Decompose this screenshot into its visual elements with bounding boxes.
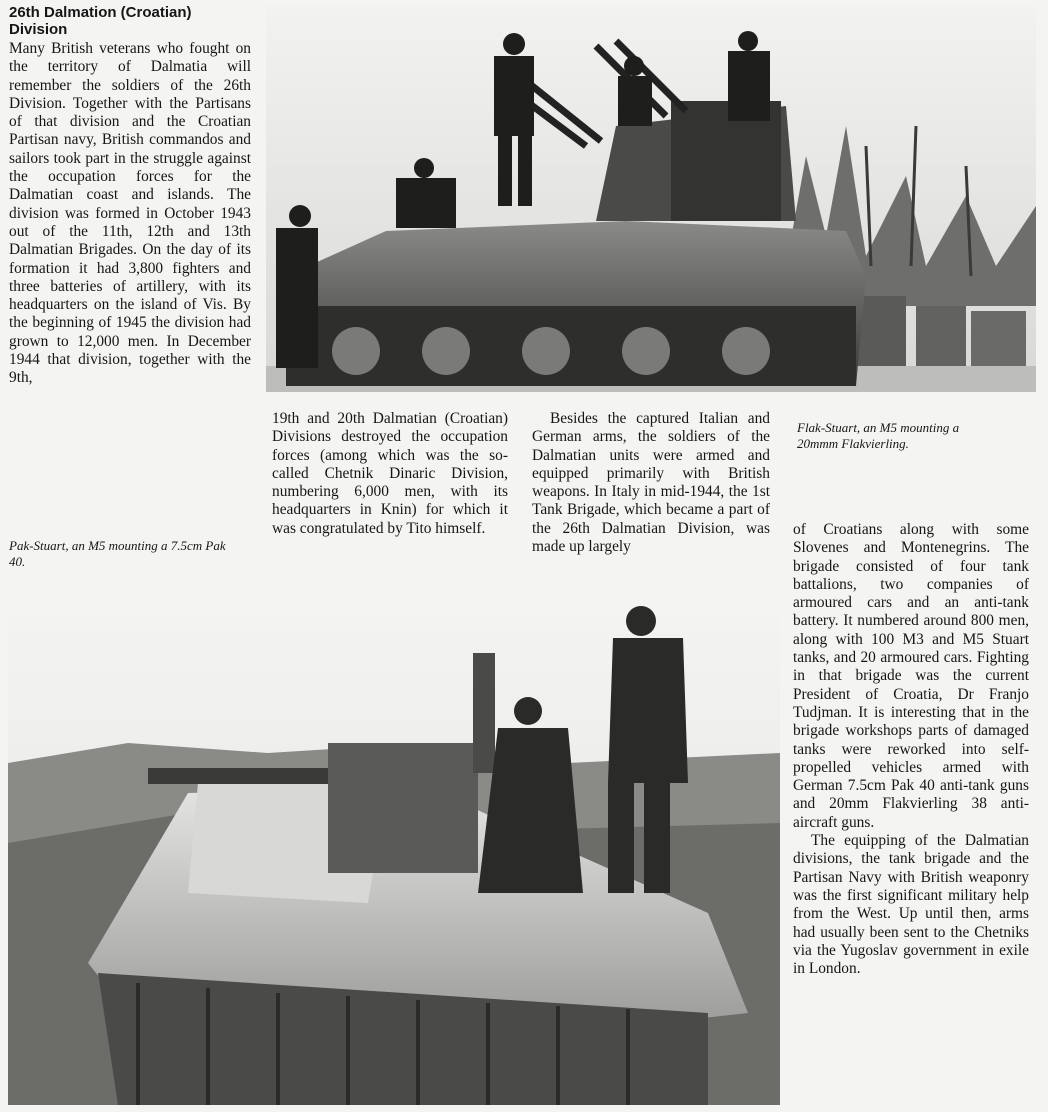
text-column-3 — [532, 410, 770, 556]
caption-pak-stuart — [9, 538, 234, 570]
column-3-text: Besides the captured Italian and German arms, the soldiers of the Dalmatian units were armed and equipped primarily with British weapons. In Italy in mid-1944, the 1st Tank Brigade, which became a part of the 26th Dalmatian Division, was made up largely — [532, 410, 770, 556]
photo-pak-stuart — [8, 593, 780, 1105]
heading-line-2: Division — [9, 21, 68, 38]
caption-pak-text: Pak-Stuart, an M5 mounting a 7.5cm Pak 40. — [9, 538, 226, 569]
text-column-2 — [272, 410, 508, 538]
column-4-para-2: The equipping of the Dalmatian divisions, the tank brigade and the Partisan Navy with British weaponry was the first significant military help from the West. Up until then, arms had usually been sent to the Chetniks via the Yugoslav government in exile in London. — [793, 832, 1029, 978]
photo-flak-stuart — [266, 6, 1036, 392]
caption-flak-stuart — [797, 420, 967, 452]
column-2-text: 19th and 20th Dalmatian (Croatian) Divisions destroyed the occupation forces (among which was the so-called Chetnik Dinaric Division, numbering 6,000 men, with its headquarters in Knin) for which it was congratulated by Tito himself. — [272, 410, 508, 537]
text-column-4 — [793, 521, 1029, 978]
column-1-text: Many British veterans who fought on the territory of Dalmatia will remember the soldiers of the 26th Division. Together with the Partisans of that division and the Croatian Partisan navy, British commandos and sailors took part in the struggle against the occupation forces for the Dalmatian coast and islands. The division was formed in October 1943 out of the 11th, 12th and 13th Dalmatian Brigades. On the day of its formation it had 3,800 fighters and three batteries of artillery, with its headquarters on the island of Vis. By the beginning of 1945 the division had grown to 12,000 men. In December 1944 that division, together with the 9th, — [9, 40, 251, 387]
heading-line-1: 26th Dalmation (Croatian) — [9, 4, 192, 21]
column-4-para-1: of Croatians along with some Slovenes and Montenegrins. The brigade consisted of four tank battalions, two companies of armoured cars and an anti-tank battery. It numbered around 800 men, along with 100 M3 and M5 Stuart tanks, and 20 armoured cars. Fighting in that brigade was the current President of Croatia, Dr Franjo Tudjman. It is interesting that in the brigade workshops parts of damaged tanks were reworked into self-propelled vehicles armed with German 7.5cm Pak 40 anti-tank guns and 20mm Flakvierling 38 anti-aircraft guns. — [793, 521, 1029, 831]
text-column-1 — [9, 40, 251, 388]
article-heading — [9, 4, 259, 38]
caption-flak-text: Flak-Stuart, an M5 mounting a 20mmm Flakvierling. — [797, 420, 960, 451]
